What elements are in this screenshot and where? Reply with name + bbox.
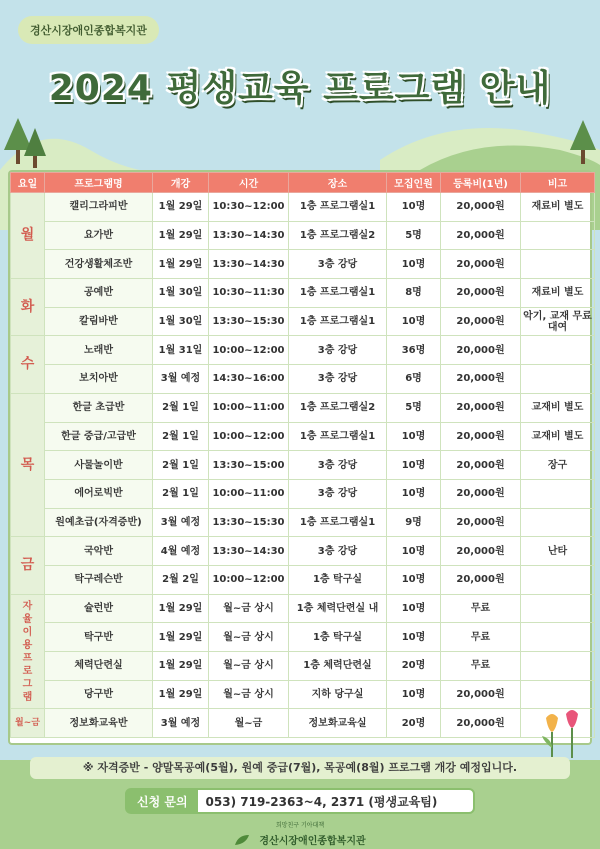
start-date-cell: 1월 29일 bbox=[153, 193, 209, 222]
table-row bbox=[11, 709, 595, 738]
capacity-cell: 10명 bbox=[387, 680, 441, 709]
day-cell: 자율이용 프로그램 bbox=[11, 594, 45, 709]
program-table bbox=[10, 172, 595, 738]
place-cell: 1층 프로그램실1 bbox=[289, 422, 387, 451]
place-cell: 1층 프로그램실1 bbox=[289, 279, 387, 308]
program-name-cell: 국악반 bbox=[45, 537, 153, 566]
capacity-cell: 20명 bbox=[387, 652, 441, 681]
time-cell: 월~금 bbox=[209, 709, 289, 738]
time-cell: 10:00~12:00 bbox=[209, 565, 289, 594]
table-header-row bbox=[11, 173, 595, 193]
program-name-cell: 한글 초급반 bbox=[45, 393, 153, 422]
place-cell: 1층 프로그램실2 bbox=[289, 221, 387, 250]
note-cell bbox=[521, 221, 595, 250]
program-table-container bbox=[8, 170, 592, 745]
header-program: 프로그램명 bbox=[45, 173, 153, 193]
time-cell: 14:30~16:00 bbox=[209, 365, 289, 394]
start-date-cell: 4월 예정 bbox=[153, 537, 209, 566]
capacity-cell: 9명 bbox=[387, 508, 441, 537]
place-cell: 3층 강당 bbox=[289, 365, 387, 394]
start-date-cell: 2월 1일 bbox=[153, 393, 209, 422]
page-title: 2024 평생교육 프로그램 안내 bbox=[48, 68, 552, 109]
note-cell bbox=[521, 623, 595, 652]
table-row bbox=[11, 250, 595, 279]
start-date-cell: 2월 1일 bbox=[153, 422, 209, 451]
time-cell: 10:00~12:00 bbox=[209, 422, 289, 451]
fee-cell: 무료 bbox=[441, 594, 521, 623]
start-date-cell: 1월 29일 bbox=[153, 623, 209, 652]
start-date-cell: 2월 1일 bbox=[153, 479, 209, 508]
note-cell: 악기, 교재 무료 대여 bbox=[521, 307, 595, 336]
start-date-cell: 1월 29일 bbox=[153, 594, 209, 623]
fee-cell: 20,000원 bbox=[441, 336, 521, 365]
contact-box bbox=[125, 788, 475, 814]
table-row bbox=[11, 365, 595, 394]
time-cell: 월~금 상시 bbox=[209, 623, 289, 652]
day-cell: 금 bbox=[11, 537, 45, 594]
start-date-cell: 3월 예정 bbox=[153, 709, 209, 738]
organization-badge: 경산시장애인종합복지관 bbox=[18, 16, 159, 44]
fee-cell: 20,000원 bbox=[441, 250, 521, 279]
program-name-cell: 칼림바반 bbox=[45, 307, 153, 336]
fee-cell: 20,000원 bbox=[441, 279, 521, 308]
header-place: 장소 bbox=[289, 173, 387, 193]
capacity-cell: 10명 bbox=[387, 451, 441, 480]
time-cell: 10:00~11:00 bbox=[209, 393, 289, 422]
note-cell bbox=[521, 250, 595, 279]
place-cell: 1층 체력단련실 bbox=[289, 652, 387, 681]
time-cell: 10:00~12:00 bbox=[209, 336, 289, 365]
note-cell bbox=[521, 652, 595, 681]
note-cell: 재료비 별도 bbox=[521, 193, 595, 222]
note-cell: 교재비 별도 bbox=[521, 393, 595, 422]
footer-organization: 경산시장애인종합복지관 bbox=[259, 836, 366, 847]
table-row bbox=[11, 336, 595, 365]
day-cell: 수 bbox=[11, 336, 45, 393]
program-name-cell: 캘리그라피반 bbox=[45, 193, 153, 222]
note-cell bbox=[521, 336, 595, 365]
note-cell bbox=[521, 565, 595, 594]
time-cell: 13:30~14:30 bbox=[209, 221, 289, 250]
note-cell bbox=[521, 680, 595, 709]
tree-icon bbox=[24, 128, 46, 168]
capacity-cell: 10명 bbox=[387, 594, 441, 623]
program-name-cell: 공예반 bbox=[45, 279, 153, 308]
time-cell: 13:30~15:30 bbox=[209, 508, 289, 537]
time-cell: 10:00~11:00 bbox=[209, 479, 289, 508]
place-cell: 1층 프로그램실1 bbox=[289, 307, 387, 336]
capacity-cell: 10명 bbox=[387, 479, 441, 508]
tulip-icon bbox=[540, 708, 584, 758]
fee-cell: 20,000원 bbox=[441, 479, 521, 508]
place-cell: 1층 프로그램실1 bbox=[289, 193, 387, 222]
capacity-cell: 10명 bbox=[387, 193, 441, 222]
header-fee: 등록비(1년) bbox=[441, 173, 521, 193]
start-date-cell: 3월 예정 bbox=[153, 365, 209, 394]
fee-cell: 20,000원 bbox=[441, 393, 521, 422]
time-cell: 13:30~15:30 bbox=[209, 307, 289, 336]
note-cell bbox=[521, 508, 595, 537]
program-name-cell: 보치아반 bbox=[45, 365, 153, 394]
program-name-cell: 사물놀이반 bbox=[45, 451, 153, 480]
day-cell: 목 bbox=[11, 393, 45, 536]
note-cell: 교재비 별도 bbox=[521, 422, 595, 451]
day-cell: 화 bbox=[11, 279, 45, 336]
table-row bbox=[11, 307, 595, 336]
start-date-cell: 1월 31일 bbox=[153, 336, 209, 365]
note-cell bbox=[521, 594, 595, 623]
time-cell: 월~금 상시 bbox=[209, 652, 289, 681]
table-row bbox=[11, 537, 595, 566]
capacity-cell: 10명 bbox=[387, 565, 441, 594]
capacity-cell: 6명 bbox=[387, 365, 441, 394]
program-name-cell: 건강생활체조반 bbox=[45, 250, 153, 279]
note-cell: 장구 bbox=[521, 451, 595, 480]
capacity-cell: 10명 bbox=[387, 307, 441, 336]
capacity-cell: 10명 bbox=[387, 623, 441, 652]
program-name-cell: 한글 중급/고급반 bbox=[45, 422, 153, 451]
place-cell: 1층 프로그램실2 bbox=[289, 393, 387, 422]
place-cell: 3층 강당 bbox=[289, 479, 387, 508]
fee-cell: 무료 bbox=[441, 623, 521, 652]
fee-cell: 20,000원 bbox=[441, 193, 521, 222]
place-cell: 3층 강당 bbox=[289, 336, 387, 365]
header-capacity: 모집인원 bbox=[387, 173, 441, 193]
capacity-cell: 10명 bbox=[387, 537, 441, 566]
start-date-cell: 1월 29일 bbox=[153, 680, 209, 709]
start-date-cell: 1월 30일 bbox=[153, 307, 209, 336]
program-name-cell: 당구반 bbox=[45, 680, 153, 709]
table-row bbox=[11, 422, 595, 451]
capacity-cell: 5명 bbox=[387, 393, 441, 422]
capacity-cell: 8명 bbox=[387, 279, 441, 308]
note-cell bbox=[521, 365, 595, 394]
place-cell: 3층 강당 bbox=[289, 250, 387, 279]
contact-phone: 053) 719-2363~4, 2371 (평생교육팀) bbox=[205, 794, 438, 809]
header-note: 비고 bbox=[521, 173, 595, 193]
time-cell: 월~금 상시 bbox=[209, 680, 289, 709]
capacity-cell: 10명 bbox=[387, 250, 441, 279]
start-date-cell: 3월 예정 bbox=[153, 508, 209, 537]
program-name-cell: 탁구반 bbox=[45, 623, 153, 652]
upcoming-note: ※ 자격증반 - 양말목공예(5월), 원예 중급(7월), 목공예(8월) 프로그램 개강 예정입니다. bbox=[30, 757, 570, 779]
place-cell: 1층 탁구실 bbox=[289, 565, 387, 594]
table-row bbox=[11, 193, 595, 222]
program-name-cell: 에어로빅반 bbox=[45, 479, 153, 508]
capacity-cell: 5명 bbox=[387, 221, 441, 250]
start-date-cell: 2월 1일 bbox=[153, 451, 209, 480]
header-start: 개강 bbox=[153, 173, 209, 193]
time-cell: 10:30~11:30 bbox=[209, 279, 289, 308]
table-row bbox=[11, 451, 595, 480]
fee-cell: 20,000원 bbox=[441, 680, 521, 709]
fee-cell: 20,000원 bbox=[441, 537, 521, 566]
table-row bbox=[11, 393, 595, 422]
leaf-logo-icon bbox=[234, 834, 250, 846]
time-cell: 13:30~14:30 bbox=[209, 250, 289, 279]
time-cell: 13:30~15:00 bbox=[209, 451, 289, 480]
fee-cell: 20,000원 bbox=[441, 709, 521, 738]
time-cell: 월~금 상시 bbox=[209, 594, 289, 623]
table-row bbox=[11, 279, 595, 308]
table-row bbox=[11, 565, 595, 594]
place-cell: 정보화교육실 bbox=[289, 709, 387, 738]
place-cell: 1층 프로그램실1 bbox=[289, 508, 387, 537]
table-row bbox=[11, 680, 595, 709]
table-row bbox=[11, 479, 595, 508]
table-row bbox=[11, 652, 595, 681]
program-name-cell: 요가반 bbox=[45, 221, 153, 250]
place-cell: 3층 강당 bbox=[289, 537, 387, 566]
header-time: 시간 bbox=[209, 173, 289, 193]
fee-cell: 20,000원 bbox=[441, 365, 521, 394]
start-date-cell: 1월 30일 bbox=[153, 279, 209, 308]
place-cell: 1층 체력단련실 내 bbox=[289, 594, 387, 623]
program-name-cell: 슐런반 bbox=[45, 594, 153, 623]
footer-sponsor: 희망친구 기아대책 bbox=[275, 822, 325, 829]
start-date-cell: 1월 29일 bbox=[153, 652, 209, 681]
fee-cell: 20,000원 bbox=[441, 422, 521, 451]
place-cell: 지하 당구실 bbox=[289, 680, 387, 709]
capacity-cell: 36명 bbox=[387, 336, 441, 365]
header-day: 요일 bbox=[11, 173, 45, 193]
place-cell: 3층 강당 bbox=[289, 451, 387, 480]
table-body bbox=[11, 193, 595, 738]
program-name-cell: 정보화교육반 bbox=[45, 709, 153, 738]
program-name-cell: 체력단련실 bbox=[45, 652, 153, 681]
contact-label: 신청 문의 bbox=[127, 790, 198, 812]
note-cell: 재료비 별도 bbox=[521, 279, 595, 308]
place-cell: 1층 탁구실 bbox=[289, 623, 387, 652]
table-row bbox=[11, 221, 595, 250]
footer bbox=[0, 820, 600, 848]
time-cell: 13:30~14:30 bbox=[209, 537, 289, 566]
table-row bbox=[11, 508, 595, 537]
capacity-cell: 10명 bbox=[387, 422, 441, 451]
start-date-cell: 1월 29일 bbox=[153, 250, 209, 279]
day-cell: 월~금 bbox=[11, 709, 45, 738]
tree-icon bbox=[570, 120, 596, 166]
fee-cell: 무료 bbox=[441, 652, 521, 681]
fee-cell: 20,000원 bbox=[441, 221, 521, 250]
day-cell: 월 bbox=[11, 193, 45, 279]
start-date-cell: 1월 29일 bbox=[153, 221, 209, 250]
fee-cell: 20,000원 bbox=[441, 565, 521, 594]
start-date-cell: 2월 2일 bbox=[153, 565, 209, 594]
fee-cell: 20,000원 bbox=[441, 451, 521, 480]
fee-cell: 20,000원 bbox=[441, 508, 521, 537]
program-name-cell: 탁구레슨반 bbox=[45, 565, 153, 594]
program-name-cell: 노래반 bbox=[45, 336, 153, 365]
capacity-cell: 20명 bbox=[387, 709, 441, 738]
note-cell bbox=[521, 479, 595, 508]
program-name-cell: 원예초급(자격증반) bbox=[45, 508, 153, 537]
table-row bbox=[11, 594, 595, 623]
table-row bbox=[11, 623, 595, 652]
time-cell: 10:30~12:00 bbox=[209, 193, 289, 222]
fee-cell: 20,000원 bbox=[441, 307, 521, 336]
note-cell: 난타 bbox=[521, 537, 595, 566]
